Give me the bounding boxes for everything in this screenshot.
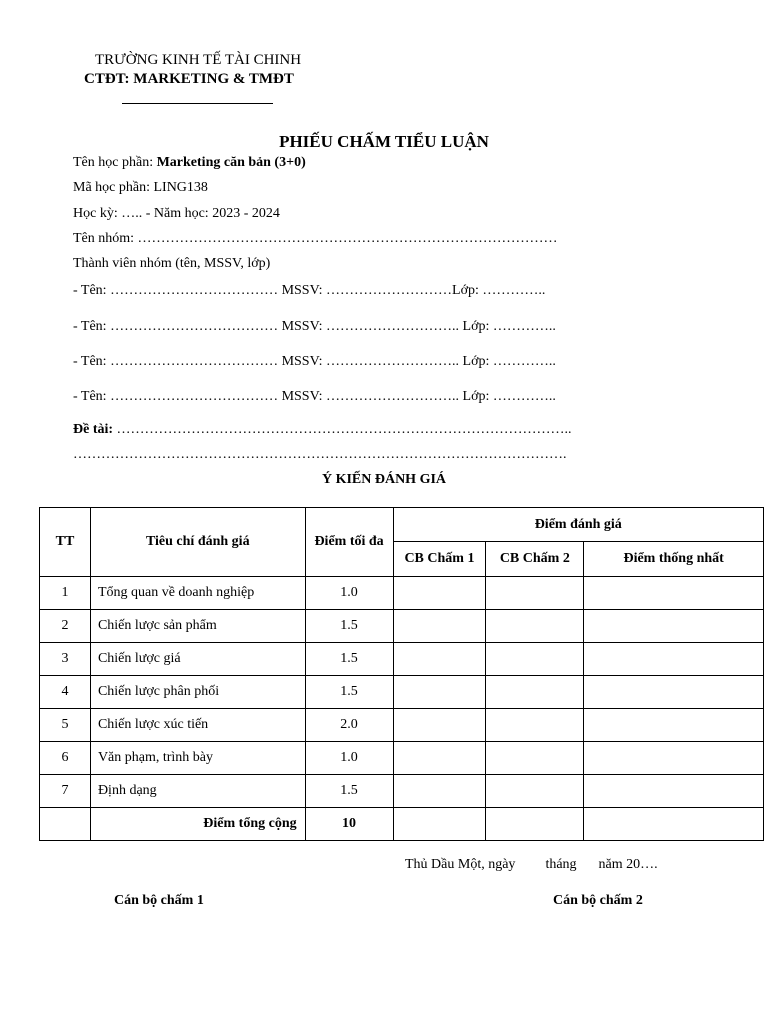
course-value: Marketing căn bản (3+0): [156, 155, 306, 170]
table-row: [40, 742, 764, 775]
grader-1-cell[interactable]: [393, 610, 486, 643]
header-grader-2: CB Chấm 2: [486, 542, 584, 577]
table-row: [40, 709, 764, 742]
page-title: PHIẾU CHẤM TIỂU LUẬN: [279, 132, 489, 151]
header-agreed-score: Điểm thống nhất: [584, 542, 764, 577]
row-tt: 1: [40, 577, 91, 610]
month-text: tháng: [545, 857, 577, 872]
grader-2-cell[interactable]: [486, 742, 584, 775]
member-line: - Tên: ……………………………… MSSV: ……………………….. Lớp: …………..: [73, 319, 556, 334]
row-criteria: Chiến lược xúc tiến: [90, 709, 305, 742]
row-tt: 4: [40, 676, 91, 709]
grader-1-cell[interactable]: [393, 643, 486, 676]
course-label: Tên học phần:: [73, 155, 157, 170]
total-row: [40, 808, 764, 841]
header-grader-1: CB Chấm 1: [393, 542, 486, 577]
program-name: CTĐT: MARKETING & TMĐT: [84, 71, 294, 87]
header-divider: [122, 103, 273, 104]
group-name-line: Tên nhóm: ………………………………………………………………………………: [73, 231, 558, 246]
agreed-score-cell[interactable]: [584, 775, 764, 808]
agreed-score-cell[interactable]: [584, 709, 764, 742]
agreed-score-cell[interactable]: [584, 610, 764, 643]
year-text: năm 20….: [598, 857, 658, 872]
grader-1-cell[interactable]: [393, 742, 486, 775]
row-tt: 6: [40, 742, 91, 775]
grading-table: [39, 507, 764, 841]
grader-2-cell[interactable]: [486, 775, 584, 808]
term-line: Học kỳ: ….. - Năm học: 2023 - 2024: [73, 206, 280, 221]
row-criteria: Tổng quan về doanh nghiệp: [90, 577, 305, 610]
agreed-score-cell[interactable]: [584, 643, 764, 676]
grader-1-total-cell[interactable]: [393, 808, 486, 841]
topic-label: Đề tài:: [73, 422, 114, 437]
row-tt: 7: [40, 775, 91, 808]
row-tt: 3: [40, 643, 91, 676]
row-max-score: 1.5: [305, 643, 393, 676]
grader-2-cell[interactable]: [486, 610, 584, 643]
header-tt: TT: [40, 508, 91, 577]
grader-1-cell[interactable]: [393, 709, 486, 742]
member-line: - Tên: ……………………………… MSSV: ………………………Lớp: …………..: [73, 283, 546, 298]
agreed-total-cell[interactable]: [584, 808, 764, 841]
total-empty-cell: [40, 808, 91, 841]
grader-2-cell[interactable]: [486, 676, 584, 709]
table-row: [40, 676, 764, 709]
table-row: [40, 577, 764, 610]
signer-2-label: Cán bộ chấm 2: [553, 893, 643, 908]
row-max-score: 1.5: [305, 775, 393, 808]
evaluation-section-title: Ý KIẾN ĐÁNH GIÁ: [321, 472, 447, 487]
row-criteria: Văn phạm, trình bày: [90, 742, 305, 775]
row-max-score: 2.0: [305, 709, 393, 742]
place-date-line: [405, 857, 658, 873]
topic-dots: ……………………………………………………………………………………..: [113, 422, 572, 437]
row-criteria: Chiến lược giá: [90, 643, 305, 676]
grader-2-cell[interactable]: [486, 577, 584, 610]
topic-line: [73, 422, 572, 438]
row-criteria: Chiến lược sản phẩm: [90, 610, 305, 643]
total-label: Điểm tổng cộng: [90, 808, 305, 841]
agreed-score-cell[interactable]: [584, 577, 764, 610]
signer-1-label: Cán bộ chấm 1: [114, 893, 204, 908]
course-line: [73, 155, 306, 171]
table-row: [40, 643, 764, 676]
total-max-score: 10: [305, 808, 393, 841]
grader-1-cell[interactable]: [393, 775, 486, 808]
member-line: - Tên: ……………………………… MSSV: ……………………….. Lớp: …………..: [73, 354, 556, 369]
header-max-score: Điểm tối đa: [305, 508, 393, 577]
row-max-score: 1.0: [305, 577, 393, 610]
row-tt: 5: [40, 709, 91, 742]
grader-2-total-cell[interactable]: [486, 808, 584, 841]
grader-1-cell[interactable]: [393, 676, 486, 709]
row-tt: 2: [40, 610, 91, 643]
header-row: [40, 508, 764, 542]
members-heading: Thành viên nhóm (tên, MSSV, lớp): [73, 256, 271, 271]
topic-continuation: …………………………………………………………………………………………….: [73, 447, 567, 462]
member-line: - Tên: ……………………………… MSSV: ……………………….. Lớp: …………..: [73, 389, 556, 404]
school-name: TRƯỜNG KINH TẾ TÀI CHINH: [95, 52, 302, 68]
header-score-group: Điểm đánh giá: [393, 508, 764, 542]
place-date-text: Thủ Dầu Một, ngày: [405, 857, 516, 872]
grader-2-cell[interactable]: [486, 709, 584, 742]
row-criteria: Định dạng: [90, 775, 305, 808]
agreed-score-cell[interactable]: [584, 676, 764, 709]
course-code-line: Mã học phần: LING138: [73, 180, 208, 195]
row-max-score: 1.0: [305, 742, 393, 775]
header-criteria: Tiêu chí đánh giá: [90, 508, 305, 577]
grader-1-cell[interactable]: [393, 577, 486, 610]
agreed-score-cell[interactable]: [584, 742, 764, 775]
row-max-score: 1.5: [305, 610, 393, 643]
grader-2-cell[interactable]: [486, 643, 584, 676]
table-row: [40, 775, 764, 808]
table-row: [40, 610, 764, 643]
row-criteria: Chiến lược phân phối: [90, 676, 305, 709]
row-max-score: 1.5: [305, 676, 393, 709]
